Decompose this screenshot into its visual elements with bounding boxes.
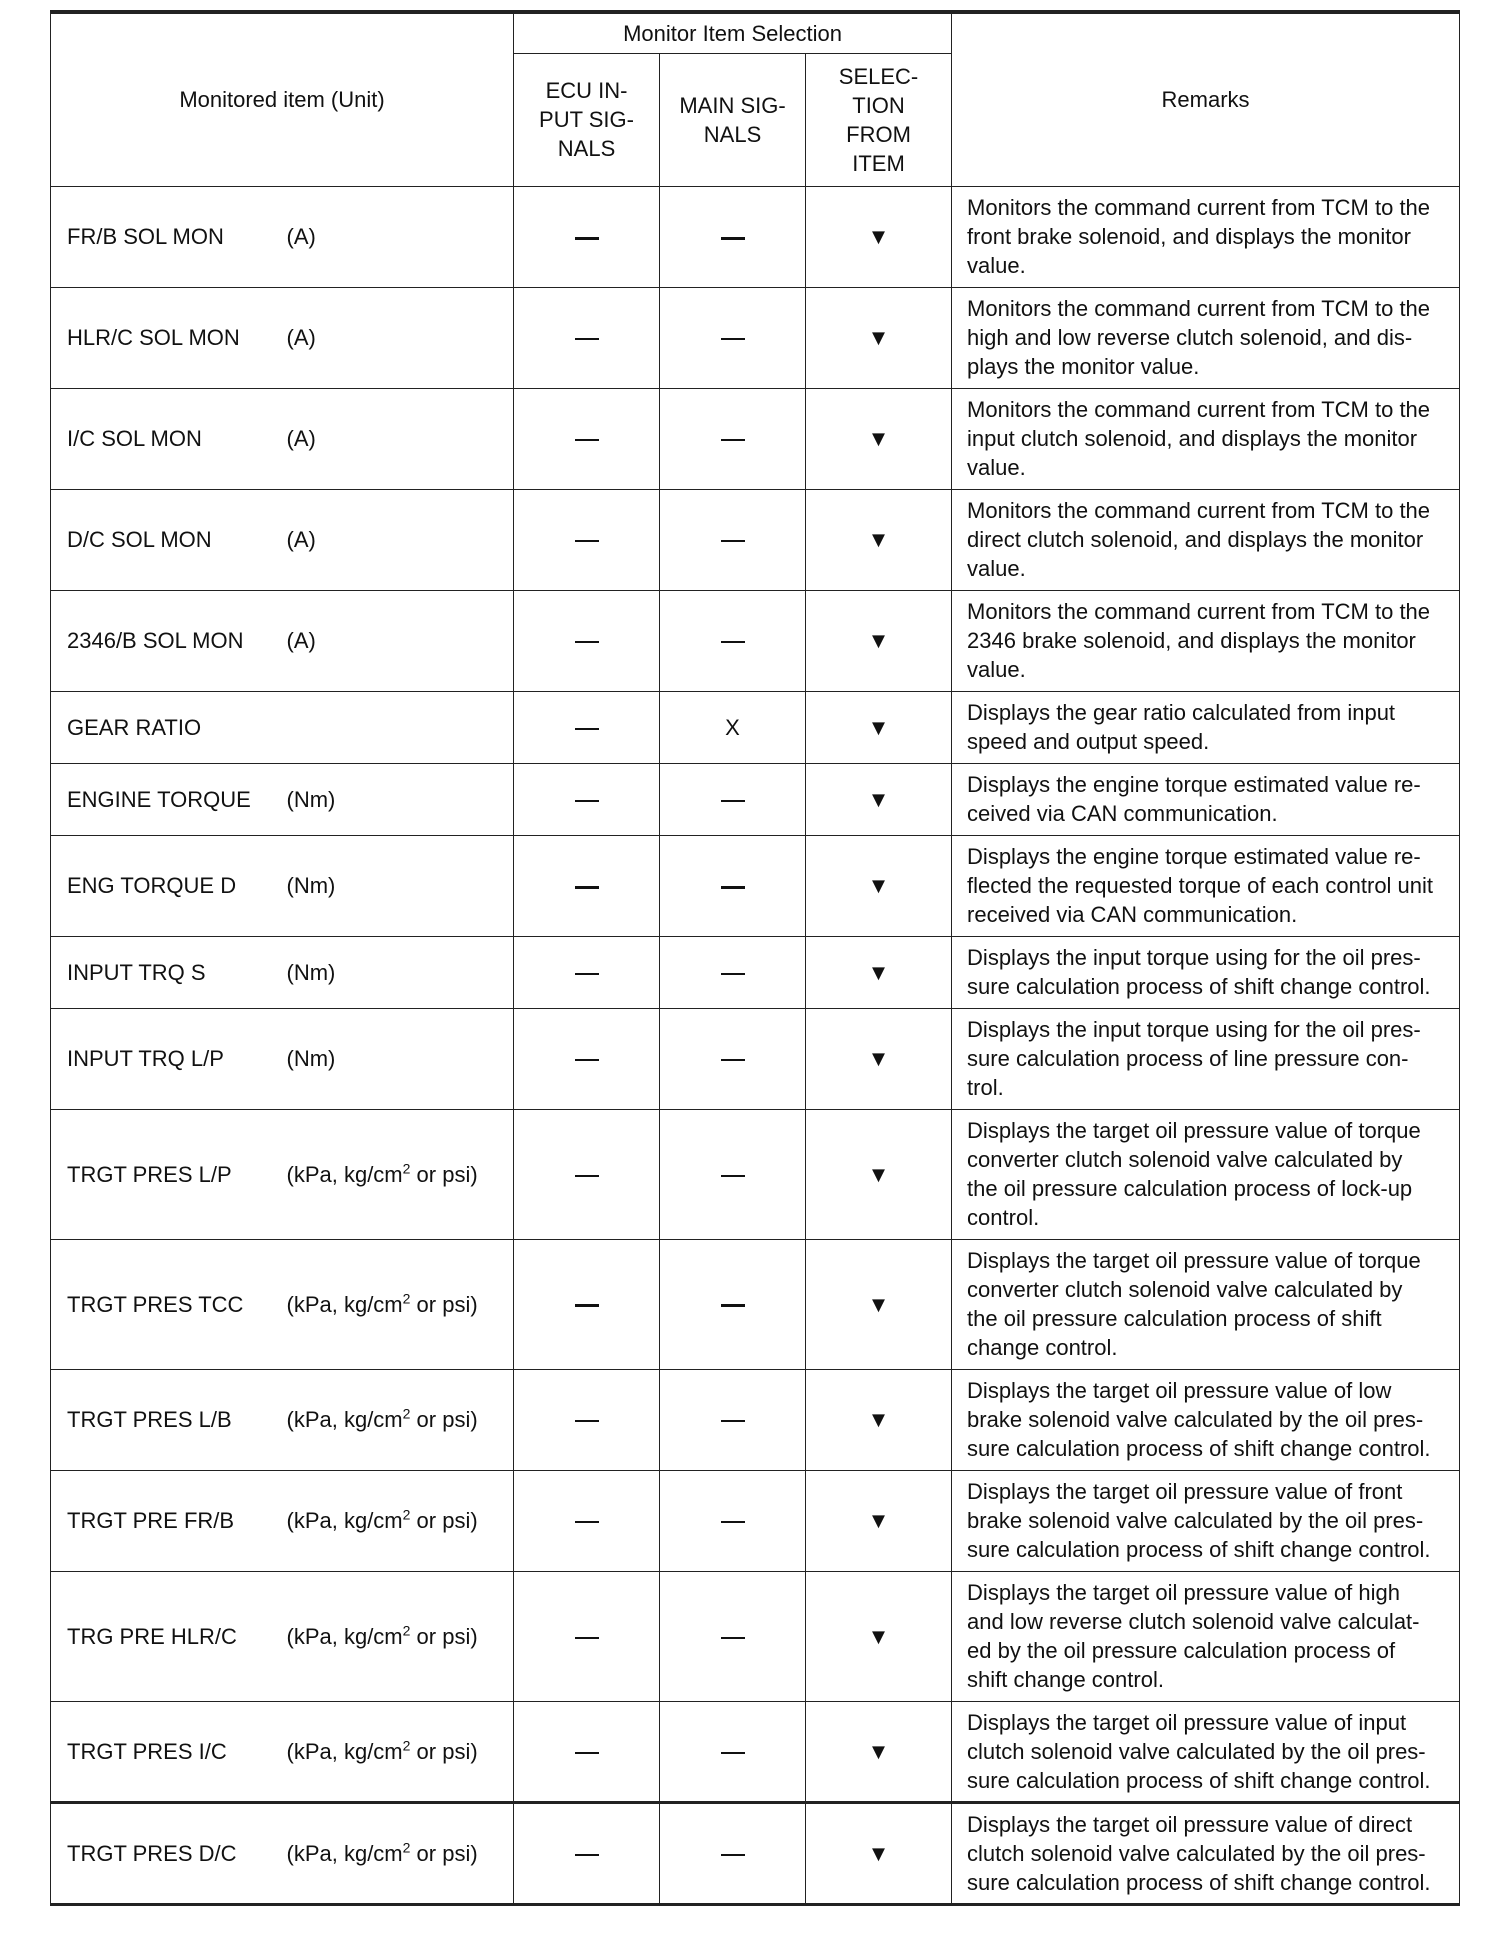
header-ecu-line: PUT SIG- <box>539 107 634 132</box>
monitored-item-unit <box>287 1239 514 1369</box>
selection-cell <box>806 388 952 489</box>
monitored-item-name: GEAR RATIO <box>51 691 287 763</box>
ecu-input-cell <box>514 936 660 1008</box>
remark-line: speed and output speed. <box>967 729 1210 754</box>
table-row <box>51 1701 1460 1802</box>
monitor-item-table-container <box>50 10 1459 1906</box>
monitored-item-name: ENGINE TORQUE <box>51 763 287 835</box>
remark-line: flected the requested torque of each control unit <box>967 873 1434 898</box>
remark-cell <box>952 388 1460 489</box>
remark-line: sure calculation process of shift change control. <box>967 1869 1431 1895</box>
triangle-down-icon: ▼ <box>867 1508 890 1533</box>
header-main-line: NALS <box>703 121 762 147</box>
selection-cell <box>806 691 952 763</box>
remark-cell <box>952 1470 1460 1571</box>
selection-cell <box>806 287 952 388</box>
remark-line: Displays the target oil pressure value of high <box>967 1580 1400 1605</box>
remark-line: Displays the gear ratio calculated from input <box>967 700 1396 725</box>
remark-cell <box>952 835 1460 936</box>
dash-mark <box>575 728 599 730</box>
table-row <box>51 691 1460 763</box>
selection-cell <box>806 1470 952 1571</box>
dash-mark <box>721 1752 745 1754</box>
table-row <box>51 936 1460 1008</box>
dash-mark <box>721 439 745 441</box>
remark-line: Displays the input torque using for the oil pres- <box>967 1017 1421 1042</box>
monitored-item-name: 2346/B SOL MON <box>51 590 287 691</box>
x-mark: X <box>725 714 740 740</box>
dash-mark <box>575 439 599 441</box>
remark-cell <box>952 489 1460 590</box>
dash-mark <box>575 1420 599 1422</box>
monitored-item-unit <box>287 1470 514 1571</box>
unit-superscript: 2 <box>402 1405 411 1422</box>
table-row <box>51 1109 1460 1239</box>
dash-mark <box>575 886 599 889</box>
remark-line: and low reverse clutch solenoid valve calculat- <box>967 1609 1420 1634</box>
header-sel-line: FROM <box>846 121 911 147</box>
unit-suffix: or psi) <box>410 1161 478 1187</box>
header-sel-line: ITEM <box>852 150 905 176</box>
remark-line: Displays the target oil pressure value of torque <box>967 1118 1421 1143</box>
triangle-down-icon: ▼ <box>867 224 890 249</box>
remark-line: converter clutch solenoid valve calculated by <box>967 1147 1403 1172</box>
unit-prefix: (kPa, kg/cm <box>286 1291 403 1317</box>
table-row <box>51 590 1460 691</box>
monitored-item-unit: (A) <box>287 186 514 287</box>
remark-line: the oil pressure calculation process of shift <box>967 1306 1382 1331</box>
main-signal-cell <box>660 489 806 590</box>
remark-cell <box>952 287 1460 388</box>
remark-cell <box>952 1701 1460 1802</box>
unit-prefix: (kPa, kg/cm <box>286 1508 403 1533</box>
unit-suffix: or psi) <box>410 1407 478 1432</box>
remark-line: Displays the target oil pressure value of front <box>967 1479 1403 1504</box>
dash-mark <box>575 1521 599 1523</box>
dash-mark <box>575 1637 599 1639</box>
ecu-input-cell <box>514 763 660 835</box>
remark-line: sure calculation process of shift change control. <box>967 1767 1431 1793</box>
table-row <box>51 835 1460 936</box>
table-row <box>51 489 1460 590</box>
unit-suffix: or psi) <box>410 1508 478 1533</box>
remark-line: clutch solenoid valve calculated by the oil pres- <box>967 1840 1426 1866</box>
header-selection-from-item <box>806 53 952 186</box>
ecu-input-cell <box>514 1470 660 1571</box>
monitored-item-unit: (A) <box>287 388 514 489</box>
monitored-item-unit <box>287 1701 514 1802</box>
triangle-down-icon: ▼ <box>867 426 890 451</box>
remark-line: Displays the target oil pressure value of input <box>967 1709 1407 1735</box>
table-row <box>51 1008 1460 1109</box>
remark-line: Monitors the command current from TCM to the <box>967 599 1431 624</box>
remark-line: Displays the engine torque estimated value re- <box>967 772 1421 797</box>
ecu-input-cell <box>514 186 660 287</box>
triangle-down-icon: ▼ <box>867 1046 890 1071</box>
ecu-input-cell <box>514 835 660 936</box>
unit-superscript: 2 <box>402 1506 411 1523</box>
monitored-item-name: HLR/C SOL MON <box>51 287 287 388</box>
remark-cell <box>952 1369 1460 1470</box>
triangle-down-icon: ▼ <box>867 527 890 552</box>
main-signal-cell <box>660 590 806 691</box>
header-sel-line: TION <box>852 92 905 118</box>
monitored-item-name: ENG TORQUE D <box>51 835 287 936</box>
ecu-input-cell <box>514 388 660 489</box>
remark-line: Displays the input torque using for the oil pres- <box>967 945 1421 970</box>
remark-line: sure calculation process of shift change control. <box>967 1537 1431 1562</box>
dash-mark <box>575 1854 599 1856</box>
selection-cell <box>806 1008 952 1109</box>
unit-superscript: 2 <box>402 1839 411 1856</box>
monitored-item-unit: (Nm) <box>287 835 514 936</box>
dash-mark <box>721 1420 745 1422</box>
remark-line: front brake solenoid, and displays the monitor <box>967 224 1411 249</box>
remark-cell <box>952 763 1460 835</box>
monitored-item-name: I/C SOL MON <box>51 388 287 489</box>
remark-line: plays the monitor value. <box>967 354 1200 379</box>
remark-line: clutch solenoid valve calculated by the oil pres- <box>967 1738 1426 1764</box>
remark-line: control. <box>967 1205 1040 1230</box>
remark-line: direct clutch solenoid, and displays the monitor <box>967 527 1424 552</box>
selection-cell <box>806 489 952 590</box>
selection-cell <box>806 1109 952 1239</box>
monitored-item-name: INPUT TRQ S <box>51 936 287 1008</box>
dash-mark <box>721 237 745 240</box>
main-signal-cell <box>660 763 806 835</box>
dash-mark <box>575 973 599 975</box>
unit-superscript: 2 <box>402 1737 411 1754</box>
unit-prefix: (kPa, kg/cm <box>286 1623 403 1649</box>
main-signal-cell <box>660 186 806 287</box>
remark-line: value. <box>967 253 1026 278</box>
main-signal-cell <box>660 1802 806 1904</box>
remark-line: input clutch solenoid, and displays the monitor <box>967 426 1418 451</box>
remark-line: Monitors the command current from TCM to the <box>967 195 1431 220</box>
header-monitor-item-selection: Monitor Item Selection <box>514 12 952 53</box>
main-signal-cell <box>660 1369 806 1470</box>
remark-cell <box>952 691 1460 763</box>
selection-cell <box>806 1239 952 1369</box>
table-row <box>51 287 1460 388</box>
remark-line: sure calculation process of shift change control. <box>967 974 1431 999</box>
table-row <box>51 388 1460 489</box>
ecu-input-cell <box>514 1571 660 1701</box>
main-signal-cell <box>660 388 806 489</box>
monitored-item-unit: (Nm) <box>287 1008 514 1109</box>
remark-cell <box>952 186 1460 287</box>
table-row <box>51 763 1460 835</box>
header-ecu-line: ECU IN- <box>545 78 628 103</box>
unit-superscript: 2 <box>402 1622 411 1639</box>
header-main-signals <box>660 53 806 186</box>
dash-mark <box>575 1059 599 1061</box>
main-signal-cell <box>660 1701 806 1802</box>
main-signal-cell <box>660 1008 806 1109</box>
monitored-item-name: TRGT PRES L/B <box>51 1369 287 1470</box>
remark-line: the oil pressure calculation process of lock-up <box>967 1176 1413 1201</box>
unit-superscript: 2 <box>402 1290 411 1307</box>
remark-cell <box>952 590 1460 691</box>
unit-suffix: or psi) <box>410 1291 478 1317</box>
remark-line: value. <box>967 657 1026 682</box>
ecu-input-cell <box>514 287 660 388</box>
remark-line: high and low reverse clutch solenoid, and dis- <box>967 325 1413 350</box>
dash-mark <box>721 540 745 542</box>
header-remarks: Remarks <box>952 12 1460 186</box>
monitored-item-unit: (Nm) <box>287 936 514 1008</box>
triangle-down-icon: ▼ <box>867 1291 890 1317</box>
dash-mark <box>721 886 745 889</box>
main-signal-cell <box>660 1239 806 1369</box>
main-signal-cell <box>660 691 806 763</box>
remark-cell <box>952 1109 1460 1239</box>
triangle-down-icon: ▼ <box>867 714 890 740</box>
monitored-item-name: TRGT PRES D/C <box>51 1802 287 1904</box>
header-main-line: MAIN SIG- <box>679 92 786 118</box>
remark-line: brake solenoid valve calculated by the oil pres- <box>967 1508 1424 1533</box>
header-ecu-line: NALS <box>557 136 616 161</box>
ecu-input-cell <box>514 489 660 590</box>
dash-mark <box>721 1521 745 1523</box>
dash-mark <box>575 540 599 542</box>
remark-line: Displays the target oil pressure value of torque <box>967 1248 1421 1273</box>
remark-line: Displays the engine torque estimated value re- <box>967 844 1421 869</box>
ecu-input-cell <box>514 691 660 763</box>
table-row <box>51 1802 1460 1904</box>
triangle-down-icon: ▼ <box>867 1407 890 1432</box>
monitored-item-unit: (Nm) <box>287 763 514 835</box>
dash-mark <box>721 1854 745 1856</box>
monitored-item-unit: (A) <box>287 489 514 590</box>
main-signal-cell <box>660 287 806 388</box>
triangle-down-icon: ▼ <box>867 1161 890 1187</box>
monitored-item-name: INPUT TRQ L/P <box>51 1008 287 1109</box>
remark-cell <box>952 1802 1460 1904</box>
unit-prefix: (kPa, kg/cm <box>286 1840 403 1866</box>
selection-cell <box>806 835 952 936</box>
table-row <box>51 1571 1460 1701</box>
dash-mark <box>575 1752 599 1754</box>
unit-prefix: (kPa, kg/cm <box>286 1407 403 1432</box>
selection-cell <box>806 1369 952 1470</box>
remark-cell <box>952 1571 1460 1701</box>
remark-line: Monitors the command current from TCM to the <box>967 296 1431 321</box>
selection-cell <box>806 1701 952 1802</box>
triangle-down-icon: ▼ <box>867 873 890 898</box>
unit-suffix: or psi) <box>410 1738 478 1764</box>
dash-mark <box>721 338 745 340</box>
ecu-input-cell <box>514 1369 660 1470</box>
selection-cell <box>806 186 952 287</box>
monitored-item-name: TRGT PRES I/C <box>51 1701 287 1802</box>
monitored-item-unit <box>287 1571 514 1701</box>
main-signal-cell <box>660 936 806 1008</box>
unit-suffix: or psi) <box>410 1623 478 1649</box>
remark-line: sure calculation process of line pressure con- <box>967 1046 1409 1071</box>
monitored-item-unit: (A) <box>287 590 514 691</box>
monitored-item-name: TRG PRE HLR/C <box>51 1571 287 1701</box>
table-row <box>51 186 1460 287</box>
dash-mark <box>721 973 745 975</box>
triangle-down-icon: ▼ <box>867 786 890 812</box>
monitored-item-name: TRGT PRE FR/B <box>51 1470 287 1571</box>
selection-cell <box>806 763 952 835</box>
remark-line: value. <box>967 556 1026 581</box>
triangle-down-icon: ▼ <box>867 1840 890 1866</box>
header-sel-line: SELEC- <box>838 63 919 89</box>
monitored-item-unit <box>287 1109 514 1239</box>
remark-line: ed by the oil pressure calculation process of <box>967 1638 1396 1663</box>
ecu-input-cell <box>514 1008 660 1109</box>
remark-cell <box>952 1239 1460 1369</box>
remark-line: value. <box>967 455 1026 480</box>
main-signal-cell <box>660 1470 806 1571</box>
remark-line: Displays the target oil pressure value of direct <box>967 1811 1413 1837</box>
remark-line: sure calculation process of shift change control. <box>967 1436 1431 1461</box>
remark-line: change control. <box>967 1335 1118 1360</box>
dash-mark <box>721 1175 745 1177</box>
main-signal-cell <box>660 1109 806 1239</box>
monitored-item-name: TRGT PRES L/P <box>51 1109 287 1239</box>
remark-line: ceived via CAN communication. <box>967 801 1278 826</box>
monitored-item-name: FR/B SOL MON <box>51 186 287 287</box>
main-signal-cell <box>660 835 806 936</box>
triangle-down-icon: ▼ <box>867 1623 890 1649</box>
table-row <box>51 1239 1460 1369</box>
remark-line: converter clutch solenoid valve calculated by <box>967 1277 1403 1302</box>
monitored-item-name: TRGT PRES TCC <box>51 1239 287 1369</box>
remark-line: Monitors the command current from TCM to the <box>967 498 1431 523</box>
ecu-input-cell <box>514 1701 660 1802</box>
remark-line: Monitors the command current from TCM to the <box>967 397 1431 422</box>
ecu-input-cell <box>514 1802 660 1904</box>
dash-mark <box>575 1304 599 1307</box>
dash-mark <box>575 237 599 240</box>
remark-line: shift change control. <box>967 1667 1164 1692</box>
header-monitored-item: Monitored item (Unit) <box>51 12 514 186</box>
dash-mark <box>721 1637 745 1639</box>
dash-mark <box>721 1059 745 1061</box>
unit-suffix: or psi) <box>410 1840 478 1866</box>
remark-line: Displays the target oil pressure value of low <box>967 1378 1392 1403</box>
monitored-item-unit <box>287 1369 514 1470</box>
table-row <box>51 1470 1460 1571</box>
dash-mark <box>575 641 599 643</box>
dash-mark <box>721 1304 745 1307</box>
header-ecu-input-signals <box>514 53 660 186</box>
main-signal-cell <box>660 1571 806 1701</box>
remark-line: 2346 brake solenoid, and displays the monitor <box>967 628 1416 653</box>
selection-cell <box>806 936 952 1008</box>
triangle-down-icon: ▼ <box>867 628 890 653</box>
unit-prefix: (kPa, kg/cm <box>286 1738 403 1764</box>
remark-line: brake solenoid valve calculated by the oil pres- <box>967 1407 1424 1432</box>
triangle-down-icon: ▼ <box>867 325 890 350</box>
remark-line: trol. <box>967 1075 1004 1100</box>
triangle-down-icon: ▼ <box>867 1738 890 1764</box>
ecu-input-cell <box>514 1109 660 1239</box>
table-row <box>51 1369 1460 1470</box>
table-body <box>51 186 1460 1904</box>
ecu-input-cell <box>514 1239 660 1369</box>
dash-mark <box>721 800 745 802</box>
selection-cell <box>806 1802 952 1904</box>
unit-prefix: (kPa, kg/cm <box>286 1161 403 1187</box>
monitor-item-table <box>50 10 1460 1906</box>
unit-superscript: 2 <box>402 1160 411 1177</box>
remark-cell <box>952 936 1460 1008</box>
monitored-item-unit <box>287 691 514 763</box>
dash-mark <box>575 800 599 802</box>
remark-line: received via CAN communication. <box>967 902 1298 927</box>
selection-cell <box>806 1571 952 1701</box>
dash-mark <box>575 1175 599 1177</box>
remark-cell <box>952 1008 1460 1109</box>
monitored-item-unit <box>287 1802 514 1904</box>
monitored-item-unit: (A) <box>287 287 514 388</box>
ecu-input-cell <box>514 590 660 691</box>
selection-cell <box>806 590 952 691</box>
dash-mark <box>575 338 599 340</box>
dash-mark <box>721 641 745 643</box>
triangle-down-icon: ▼ <box>867 959 890 985</box>
monitored-item-name: D/C SOL MON <box>51 489 287 590</box>
